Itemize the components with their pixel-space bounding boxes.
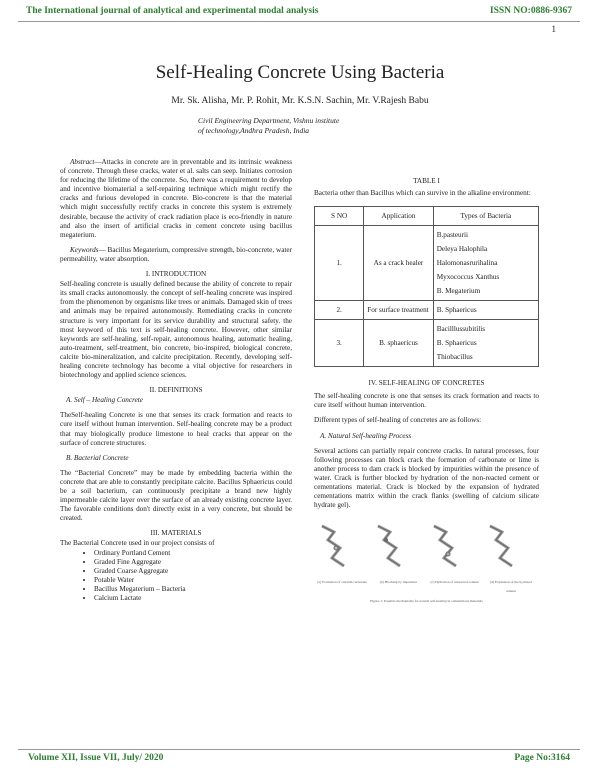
panel-d bbox=[490, 526, 512, 566]
page-footer bbox=[18, 749, 580, 770]
figure-panel-label: (b) Blocking by impurities bbox=[379, 580, 417, 585]
figure-panel-label: (c) Hydration of unreacted cement bbox=[430, 580, 479, 585]
figure-panel-labels bbox=[314, 578, 539, 596]
table-row bbox=[315, 320, 539, 367]
abstract-label: Abstract bbox=[70, 158, 95, 166]
figure-panel-label: (d) Expansion of the hydrated cement bbox=[489, 580, 532, 594]
bacteria-name: B. Megaterium bbox=[436, 287, 481, 296]
bacteria-name: Thiobacillus bbox=[436, 353, 473, 362]
table-header: Types of Bacteria bbox=[433, 207, 538, 226]
subsection-bacterial-title: B. Bacterial Concrete bbox=[66, 453, 129, 462]
bacteria-name: Halomonasrurihalina bbox=[436, 259, 498, 268]
section-self-healing-title: IV. SELF-HEALING OF CONCRETES bbox=[368, 379, 485, 388]
table-cell: As a crack healer bbox=[364, 226, 433, 301]
volume-info: Volume XII, Issue VII, July/ 2020 bbox=[28, 753, 164, 763]
table-title: TABLE I bbox=[413, 177, 440, 185]
list-item: • Potable Water bbox=[94, 576, 292, 585]
table-cell: 1. bbox=[315, 226, 364, 301]
table-caption: Bacteria other than Bacillus which can survive in the alkaline environment: bbox=[314, 189, 531, 198]
table-row bbox=[315, 226, 539, 301]
left-column bbox=[60, 158, 292, 603]
list-item: • Calcium Lactate bbox=[94, 594, 292, 603]
affiliation-line2: of technology,Andhra Pradesh, India bbox=[198, 126, 310, 135]
header-rule bbox=[18, 21, 580, 22]
page-number: 1 bbox=[551, 24, 556, 34]
figure-panel-label: (a) Formation of calcium carbonate bbox=[317, 580, 367, 585]
paper-title: Self-Healing Concrete Using Bacteria bbox=[155, 62, 445, 83]
table-header-row bbox=[315, 207, 539, 226]
bacteria-name: B. Sphaericus bbox=[436, 339, 477, 348]
authors: Mr. Sk. Alisha, Mr. P. Rohit, Mr. K.S.N. Sachin, Mr. V.Rajesh Babu bbox=[171, 96, 429, 106]
section-materials-title: III. MATERIALS bbox=[150, 529, 202, 538]
list-item: • Ordinary Portland Cement bbox=[94, 549, 292, 558]
keywords-label: Keywords bbox=[70, 245, 99, 254]
section-definitions-title: II. DEFINITIONS bbox=[149, 386, 203, 395]
table-cell: 3. bbox=[315, 320, 364, 367]
bacteria-name: Bacilllussubitilis bbox=[436, 325, 486, 334]
self-healing-text: TheSelf-healing Concrete is one that senses its crack formation and reacts to cure itself without human intervention. Self-healing concrete may be a product that may biologically produce limestone to heal cracks that appear on the surface of concrete structures. bbox=[60, 411, 292, 447]
abstract-text: —Attacks in concrete are in preventable and its intrinsic weakness of concrete. Through these cracks, water et al. salts can seep. Initiates corrosion for reducing the lifetime of the concrete. So, there was a requirement to develop and incentive biomaterial a self-repairing technique which might rectify the cracks and furious developed in concrete. Bio-concrete is that the material which might successfully rectify cracks in concrete this system is extremely desirable, because the activity of crack radiation place is eco-friendly in nature and also the insert of artificial cracks in cement concrete using bacillus megaterium. bbox=[60, 158, 292, 239]
list-item: • Graded Coarse Aggregate bbox=[94, 567, 292, 576]
section-introduction-title: I. INTRODUCTION bbox=[145, 270, 207, 279]
natural-process-text: Several actions can partially repair concrete cracks. In natural processes, four following processes can block crack the formation of carbonate or lime is another process to dam crack is blocked by impurities within the presence of water. Crack is further blocked by hydration of the non-reacted cement or cementations material. Crack is blocked by the expansion of hydrated cementations matrix within the crack flanks (swelling of calcium silicate hydrate gel). bbox=[314, 446, 539, 510]
crack-healing-illustration bbox=[314, 518, 539, 578]
journal-name: The International journal of analytical and experimental modal analysis bbox=[26, 6, 319, 16]
table-header: S NO bbox=[315, 207, 364, 226]
table-row bbox=[315, 301, 539, 320]
panel-b bbox=[378, 526, 400, 566]
figure-crack-healing bbox=[314, 518, 539, 603]
bacteria-name: B. Sphaericus bbox=[436, 306, 477, 315]
bacteria-name: Myxococcus Xanthus bbox=[436, 273, 500, 282]
table-cell bbox=[433, 301, 538, 320]
bacteria-name: Deleya Halophila bbox=[436, 245, 488, 254]
footer-page-number: Page No:3164 bbox=[514, 753, 570, 763]
right-column bbox=[314, 177, 539, 603]
self-healing-concretes-text: The self-healing concrete is one that senses its crack formation and reacts to cure itself without human intervention. bbox=[314, 392, 539, 410]
bacteria-table bbox=[314, 206, 539, 367]
panel-a bbox=[322, 526, 344, 566]
introduction-text: Self-healing concrete is usually defined because the ability of concrete to repair its small cracks autonomously. the concept of self-healing concrete was inspired from the phenomenon by organisms like trees or animals. Damaged skin of trees and animals may be repaired autonomously. Remediating cracks in concrete structure is very important for its service durability and structural safety. the most keyword of this text is self-healing concrete. However, other similar keywords are self-healing, self-repair, autonomous healing, automatic healing, auto-treatment, self-treatment, bio concrete, bio-inspired, biological concrete, calcite bio-mineralization, and calcite precipitation. Recently, developing self-healing concrete technology has become a vital objective for researchers in biotechnology and applied science sciences. bbox=[60, 280, 292, 380]
abstract bbox=[60, 158, 292, 240]
affiliation bbox=[198, 116, 408, 136]
subsection-self-healing-title: A. Self – Healing Concrete bbox=[66, 396, 143, 405]
bacterial-text: The “Bacterial Concrete” may be made by embedding bacteria within the concrete that are able to constantly precipitate calcite. Bacillus Sphaericus could be a soil bacterium, can continuously precipitate a brand new highly impermeable calcite layer over the surface of an already existing concrete layer. The favorable conditions don't directly exist in a very concrete, but should be created. bbox=[60, 468, 292, 523]
affiliation-line1: Civil Engineering Department, Vishnu institute bbox=[198, 116, 340, 125]
self-healing-types-text: Different types of self-healing of concretes are as follows: bbox=[314, 416, 482, 425]
keywords-text: — Bacillus Megaterium, compressive strength, bio-concrete, water permeability, water absorption. bbox=[60, 245, 292, 263]
materials-intro: The Bacterial Concrete used in our project consists of bbox=[60, 539, 215, 548]
issn: ISSN NO:0886-9367 bbox=[489, 6, 572, 16]
keywords bbox=[60, 246, 292, 264]
subsection-natural-title: A. Natural Self-healing Process bbox=[320, 431, 412, 440]
table-cell: For surface treatment bbox=[364, 301, 433, 320]
materials-list bbox=[60, 549, 292, 604]
table-header: Application bbox=[364, 207, 433, 226]
list-item: • Graded Fine Aggregate bbox=[94, 558, 292, 567]
bacteria-name: B.pasteurii bbox=[436, 231, 469, 240]
table-cell: 2. bbox=[315, 301, 364, 320]
table-cell: B. sphaericus bbox=[364, 320, 433, 367]
figure-caption: Figure 1: Possible mechanisms for natural self-healing in cementitious materials bbox=[370, 598, 483, 603]
table-cell bbox=[433, 320, 538, 367]
panel-c bbox=[434, 526, 456, 566]
table-cell bbox=[433, 226, 538, 301]
list-item: • Bacillus Megaterium – Bacteria bbox=[94, 585, 292, 594]
page-header bbox=[8, 6, 592, 22]
